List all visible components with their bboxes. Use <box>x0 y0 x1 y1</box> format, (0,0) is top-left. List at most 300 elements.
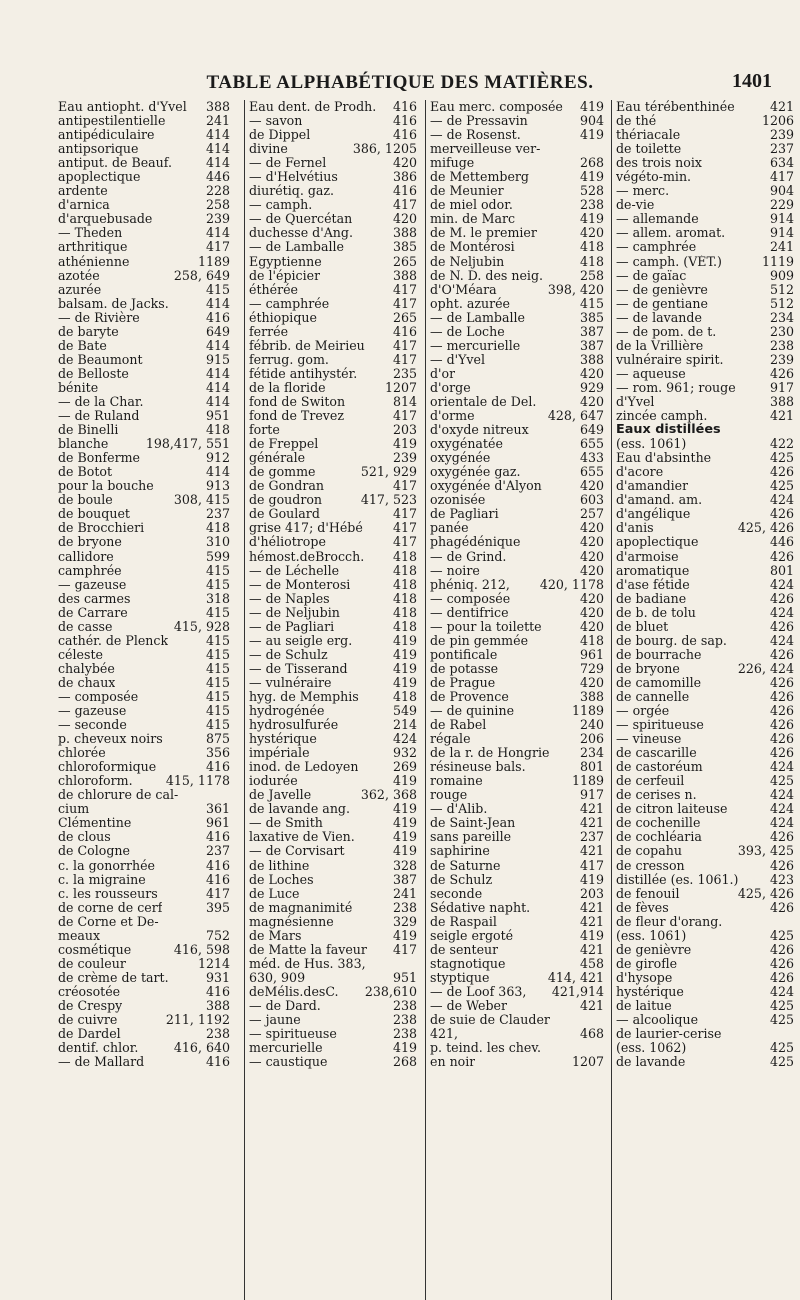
entry-term: de M. le premier <box>430 226 537 241</box>
index-entry <box>616 774 794 788</box>
entry-page-ref: 423 <box>769 872 794 887</box>
entry-term: forte <box>249 423 280 438</box>
entry-page-ref: 415 <box>205 718 230 733</box>
entry-page-ref: 426 <box>769 507 794 522</box>
entry-page-ref: 421 <box>579 900 604 915</box>
entry-page-ref: 238 <box>392 900 417 915</box>
entry-page-ref: 420 <box>579 366 604 381</box>
entry-page-ref: 419 <box>579 100 604 114</box>
entry-term: de la Vrillière <box>616 338 704 353</box>
index-entry <box>58 915 230 929</box>
entry-page-ref: 228 <box>205 184 230 199</box>
entry-page-ref: 238 <box>579 198 604 213</box>
entry-page-ref: 1207 <box>571 1055 604 1070</box>
index-entry <box>616 802 794 816</box>
entry-term: — de Ruland <box>58 409 140 424</box>
index-entry <box>249 718 417 732</box>
entry-page-ref: 418 <box>392 689 417 704</box>
index-entry <box>616 437 794 451</box>
entry-term: fétide antihystér. <box>249 366 358 381</box>
entry-term: Eau dent. de Prodh. <box>249 100 377 114</box>
entry-term: de Provence <box>430 689 509 704</box>
index-entry <box>58 353 230 367</box>
entry-page-ref: 426 <box>769 619 794 634</box>
entry-page-ref: 417 <box>392 521 417 536</box>
entry-page-ref: 417, 523 <box>360 493 417 508</box>
index-entry <box>58 971 230 985</box>
index-entry <box>616 226 794 240</box>
entry-term: de chaux <box>58 675 116 690</box>
entry-term: blanche <box>58 437 109 452</box>
entry-page-ref: 388 <box>392 268 417 283</box>
entry-term: rouge <box>430 788 468 803</box>
entry-term: de N. D. des neig. <box>430 268 544 283</box>
entry-page-ref: 426 <box>769 942 794 957</box>
entry-page-ref: 420 <box>579 605 604 620</box>
index-column-3 <box>425 100 604 1300</box>
entry-term: Egyptienne <box>249 254 322 269</box>
entry-term: de bluet <box>616 619 669 634</box>
index-entry <box>58 704 230 718</box>
index-entry <box>58 816 230 830</box>
entry-page-ref: 241 <box>392 886 417 901</box>
entry-page-ref: 414 <box>205 142 230 157</box>
entry-page-ref: 420 <box>579 226 604 241</box>
entry-page-ref: 238 <box>205 1027 230 1042</box>
entry-term: cium <box>58 802 90 817</box>
index-entry <box>249 521 417 535</box>
index-entry <box>616 100 794 114</box>
entry-term: de badiane <box>616 591 687 606</box>
index-entry <box>58 507 230 521</box>
entry-page-ref: 415 <box>205 633 230 648</box>
index-entry <box>430 957 604 971</box>
index-entry <box>58 830 230 844</box>
index-entry <box>58 929 230 943</box>
entry-term: camphrée <box>58 563 122 578</box>
index-entry <box>616 999 794 1013</box>
entry-page-ref: 424 <box>769 633 794 648</box>
entry-term: hémost.deBrocch. <box>249 549 365 564</box>
index-entry <box>430 465 604 479</box>
entry-term: saphirine <box>430 844 490 859</box>
index-entry <box>58 578 230 592</box>
index-entry <box>249 311 417 325</box>
index-entry <box>430 971 604 985</box>
index-entry <box>58 690 230 704</box>
entry-term: de cascarille <box>616 746 697 761</box>
index-entry <box>249 367 417 381</box>
index-entry <box>430 732 604 746</box>
index-entry <box>430 114 604 128</box>
entry-term: dentif. chlor. <box>58 1041 139 1056</box>
index-entry <box>616 564 794 578</box>
entry-page-ref: 729 <box>579 661 604 676</box>
index-entry <box>430 929 604 943</box>
entry-term: de suie de Clauder <box>430 1013 550 1028</box>
entry-page-ref: 214 <box>392 718 417 733</box>
index-entry <box>249 114 417 128</box>
entry-term: de l'épicier <box>249 268 321 283</box>
entry-page-ref: 446 <box>769 535 794 550</box>
entry-page-ref: 1206 <box>761 114 794 129</box>
entry-page-ref: 418 <box>392 605 417 620</box>
entry-page-ref: 211, 1192 <box>165 1013 230 1028</box>
index-entry <box>616 198 794 212</box>
index-entry <box>430 774 604 788</box>
entry-term: — orgée <box>616 704 670 719</box>
entry-term: de senteur <box>430 942 499 957</box>
entry-page-ref: 649 <box>579 423 604 438</box>
index-entry <box>616 479 794 493</box>
index-entry <box>58 297 230 311</box>
entry-term: de Dardel <box>58 1027 121 1042</box>
entry-page-ref: 417 <box>392 535 417 550</box>
entry-term: — jaune <box>249 1013 301 1028</box>
index-entry <box>430 662 604 676</box>
entry-term: pour la bouche <box>58 479 154 494</box>
entry-page-ref: 388 <box>205 100 230 114</box>
entry-page-ref: 417 <box>392 282 417 297</box>
entry-page-ref: 426 <box>769 956 794 971</box>
entry-term: de bryone <box>616 661 680 676</box>
entry-page-ref: 414 <box>205 394 230 409</box>
entry-page-ref: 230 <box>769 324 794 339</box>
entry-term: seconde <box>430 886 483 901</box>
entry-page-ref: 310 <box>205 535 230 550</box>
index-entry <box>430 212 604 226</box>
entry-term: — gazeuse <box>58 577 127 592</box>
entry-page-ref: 418 <box>205 521 230 536</box>
entry-term: — allemande <box>616 212 699 227</box>
entry-page-ref: 265 <box>392 310 417 325</box>
entry-page-ref: 416 <box>205 1055 230 1070</box>
entry-page-ref: 328 <box>392 858 417 873</box>
index-entry <box>249 943 417 957</box>
entry-term: zincée camph. <box>616 409 708 424</box>
index-entry <box>249 999 417 1013</box>
entry-page-ref: 415 <box>205 282 230 297</box>
index-entry <box>249 606 417 620</box>
entry-page-ref: 387 <box>392 872 417 887</box>
entry-term: de bouquet <box>58 507 130 522</box>
entry-term: d'amandier <box>616 479 689 494</box>
entry-page-ref: 425 <box>769 1013 794 1028</box>
entry-term: seigle ergoté <box>430 928 514 943</box>
entry-page-ref: 420 <box>579 521 604 536</box>
entry-page-ref: 425 <box>769 451 794 466</box>
entry-term: ferrug. gom. <box>249 352 329 367</box>
entry-page-ref: 234 <box>579 746 604 761</box>
entry-term: — de Pressavin <box>430 114 528 129</box>
index-entry <box>616 676 794 690</box>
index-entry <box>430 578 604 592</box>
entry-term: distillée (es. 1061.) <box>616 872 739 887</box>
entry-page-ref: 417 <box>579 858 604 873</box>
index-entry <box>249 451 417 465</box>
entry-term: d'Yvel <box>616 394 655 409</box>
entry-page-ref: 424 <box>769 760 794 775</box>
index-entry <box>430 816 604 830</box>
entry-term: de potasse <box>430 661 499 676</box>
entry-page-ref: 913 <box>205 479 230 494</box>
entry-page-ref: 419 <box>392 647 417 662</box>
index-entry <box>249 578 417 592</box>
entry-term: chloroform. <box>58 774 133 789</box>
index-entry <box>430 142 604 156</box>
index-entry <box>430 395 604 409</box>
index-entry <box>58 465 230 479</box>
entry-term: de Belloste <box>58 366 129 381</box>
entry-term: — de Rosenst. <box>430 128 521 143</box>
index-entry <box>58 985 230 999</box>
index-entry <box>249 746 417 760</box>
index-entry <box>249 620 417 634</box>
entry-term: grise 417; d'Hébé <box>249 521 363 536</box>
entry-term: de b. de tolu <box>616 605 696 620</box>
index-entry <box>249 774 417 788</box>
index-entry <box>249 226 417 240</box>
entry-page-ref: 1189 <box>571 704 604 719</box>
entry-term: diurétiq. gaz. <box>249 184 335 199</box>
entry-page-ref: 418 <box>205 423 230 438</box>
entry-page-ref: 424 <box>769 577 794 592</box>
entry-term: styptique <box>430 970 490 985</box>
index-entry <box>430 283 604 297</box>
index-entry <box>249 170 417 184</box>
index-entry <box>58 493 230 507</box>
index-entry <box>616 535 794 549</box>
entry-page-ref: 239 <box>205 212 230 227</box>
entry-page-ref: 512 <box>769 296 794 311</box>
index-entry <box>58 156 230 170</box>
entry-page-ref: 424 <box>392 732 417 747</box>
entry-page-ref: 258 <box>579 268 604 283</box>
index-entry <box>616 690 794 704</box>
index-entry <box>430 606 604 620</box>
index-entry <box>249 802 417 816</box>
entry-page-ref: 417 <box>392 296 417 311</box>
entry-term: de cochenille <box>616 816 701 831</box>
index-entry <box>616 592 794 606</box>
index-entry <box>249 297 417 311</box>
entry-term: cosmétique <box>58 942 132 957</box>
index-entry <box>616 1041 794 1055</box>
entry-term: de cresson <box>616 858 685 873</box>
index-column-2 <box>244 100 417 1300</box>
entry-term: de cuivre <box>58 1013 118 1028</box>
index-entry <box>249 788 417 802</box>
entry-page-ref: 416 <box>205 872 230 887</box>
entry-page-ref: 418 <box>392 549 417 564</box>
entry-page-ref: 420 <box>579 394 604 409</box>
entry-term: meaux <box>58 928 101 943</box>
entry-page-ref: 814 <box>392 394 417 409</box>
entry-term: de Loches <box>249 872 314 887</box>
index-entry <box>58 1013 230 1027</box>
entry-page-ref: 420 <box>579 563 604 578</box>
entry-term: de citron laiteuse <box>616 802 728 817</box>
entry-page-ref: 420 <box>392 212 417 227</box>
index-entry <box>430 592 604 606</box>
entry-term: de cannelle <box>616 689 690 704</box>
index-entry <box>430 367 604 381</box>
entry-term: stagnotique <box>430 956 506 971</box>
index-entry <box>430 255 604 269</box>
entry-page-ref: 426 <box>769 900 794 915</box>
index-entry <box>58 479 230 493</box>
entry-term: de Luce <box>249 886 300 901</box>
index-entry <box>249 901 417 915</box>
entry-page-ref: 241 <box>205 114 230 129</box>
entry-term: de Mars <box>249 928 302 943</box>
index-entry <box>249 844 417 858</box>
entry-page-ref: 257 <box>579 507 604 522</box>
index-entry <box>58 774 230 788</box>
entry-term: générale <box>249 451 306 466</box>
index-entry <box>249 437 417 451</box>
index-entry <box>616 283 794 297</box>
entry-page-ref: 419 <box>579 128 604 143</box>
entry-term: de lavande <box>616 1055 686 1070</box>
index-entry <box>58 142 230 156</box>
entry-term: de goudron <box>249 493 323 508</box>
entry-page-ref: 914 <box>769 226 794 241</box>
entry-term: de bourrache <box>616 647 702 662</box>
entry-term: 630, 909 <box>249 970 306 985</box>
entry-page-ref: 234 <box>769 310 794 325</box>
entry-page-ref: 417 <box>392 409 417 424</box>
entry-page-ref: 904 <box>769 184 794 199</box>
entry-term: Eau antiopht. d'Yvel <box>58 100 187 114</box>
entry-page-ref: 419 <box>392 675 417 690</box>
entry-page-ref: 649 <box>205 324 230 339</box>
entry-term: duchesse d'Ang. <box>249 226 353 241</box>
entry-page-ref: 203 <box>579 886 604 901</box>
index-entry <box>58 844 230 858</box>
entry-page-ref: 419 <box>392 844 417 859</box>
entry-term: d'anis <box>616 521 654 536</box>
entry-page-ref: 425 <box>769 479 794 494</box>
entry-page-ref: 917 <box>769 380 794 395</box>
entry-page-ref: 240 <box>579 718 604 733</box>
entry-term: — allem. aromat. <box>616 226 726 241</box>
entry-term: Sédative napht. <box>430 900 531 915</box>
entry-page-ref: 418 <box>579 633 604 648</box>
entry-page-ref: 265 <box>392 254 417 269</box>
entry-page-ref: 388 <box>579 352 604 367</box>
entry-page-ref: 419 <box>392 774 417 789</box>
index-entry <box>616 943 794 957</box>
index-entry <box>58 311 230 325</box>
index-entry <box>249 971 417 985</box>
entry-page-ref: 424 <box>769 605 794 620</box>
entry-term: d'acore <box>616 465 664 480</box>
index-entry <box>430 550 604 564</box>
entry-term: magnésienne <box>249 914 334 929</box>
entry-term: c. la gonorrhée <box>58 858 155 873</box>
entry-page-ref: 414 <box>205 226 230 241</box>
entry-page-ref: 420 <box>392 156 417 171</box>
index-entry <box>249 760 417 774</box>
index-entry <box>58 114 230 128</box>
entry-term: de Carrare <box>58 605 128 620</box>
entry-page-ref: 422 <box>769 437 794 452</box>
index-entry <box>58 170 230 184</box>
index-entry <box>616 606 794 620</box>
entry-page-ref: 801 <box>579 760 604 775</box>
index-entry <box>616 423 794 437</box>
index-entry <box>616 1055 794 1069</box>
entry-page-ref: 226, 424 <box>737 661 794 676</box>
index-entry <box>249 915 417 929</box>
index-entry <box>616 816 794 830</box>
index-entry <box>249 325 417 339</box>
entry-page-ref: 415 <box>205 577 230 592</box>
entry-term: vulnéraire spirit. <box>616 352 724 367</box>
entry-page-ref: 419 <box>579 212 604 227</box>
entry-page-ref: 1189 <box>571 774 604 789</box>
entry-term: — vulnéraire <box>249 675 332 690</box>
index-entry <box>58 339 230 353</box>
index-entry <box>58 451 230 465</box>
entry-term: — de Lamballe <box>430 310 526 325</box>
entry-page-ref: 418 <box>392 591 417 606</box>
entry-page-ref: 425 <box>769 1055 794 1070</box>
entry-term: de Goulard <box>249 507 320 522</box>
index-entry <box>58 620 230 634</box>
entry-term: — de gaïac <box>616 268 687 283</box>
index-entry <box>249 957 417 971</box>
entry-page-ref: 909 <box>769 268 794 283</box>
index-entry <box>616 901 794 915</box>
index-entry <box>616 985 794 999</box>
entry-page-ref: 421 <box>579 816 604 831</box>
index-entry <box>58 1041 230 1055</box>
index-entry <box>58 859 230 873</box>
entry-page-ref: 426 <box>769 465 794 480</box>
index-entry <box>616 381 794 395</box>
entry-page-ref: 426 <box>769 366 794 381</box>
index-entry <box>58 1055 230 1069</box>
index-entry <box>430 1027 604 1041</box>
index-entry <box>58 269 230 283</box>
entry-page-ref: 268 <box>392 1055 417 1070</box>
entry-page-ref: 237 <box>205 844 230 859</box>
entry-term: cathér. de Plenck <box>58 633 169 648</box>
entry-term: — de Mallard <box>58 1055 145 1070</box>
index-entry <box>249 887 417 901</box>
index-entry <box>249 830 417 844</box>
entry-term: ardente <box>58 184 108 199</box>
entry-term: — camph. <box>249 198 313 213</box>
entry-term: — de Rivière <box>58 310 140 325</box>
index-entry <box>616 170 794 184</box>
entry-term: hystérique <box>616 984 684 999</box>
entry-term: d'orme <box>430 409 475 424</box>
entry-page-ref: 416 <box>205 760 230 775</box>
index-entry <box>430 887 604 901</box>
entry-page-ref: 420 <box>579 535 604 550</box>
index-entry <box>430 226 604 240</box>
entry-term: — de Quercétan <box>249 212 353 227</box>
entry-page-ref: 418 <box>392 563 417 578</box>
entry-page-ref: 424 <box>769 984 794 999</box>
entry-term: de casse <box>58 619 113 634</box>
index-entry <box>249 142 417 156</box>
index-entry <box>249 100 417 114</box>
entry-page-ref: 387 <box>579 324 604 339</box>
